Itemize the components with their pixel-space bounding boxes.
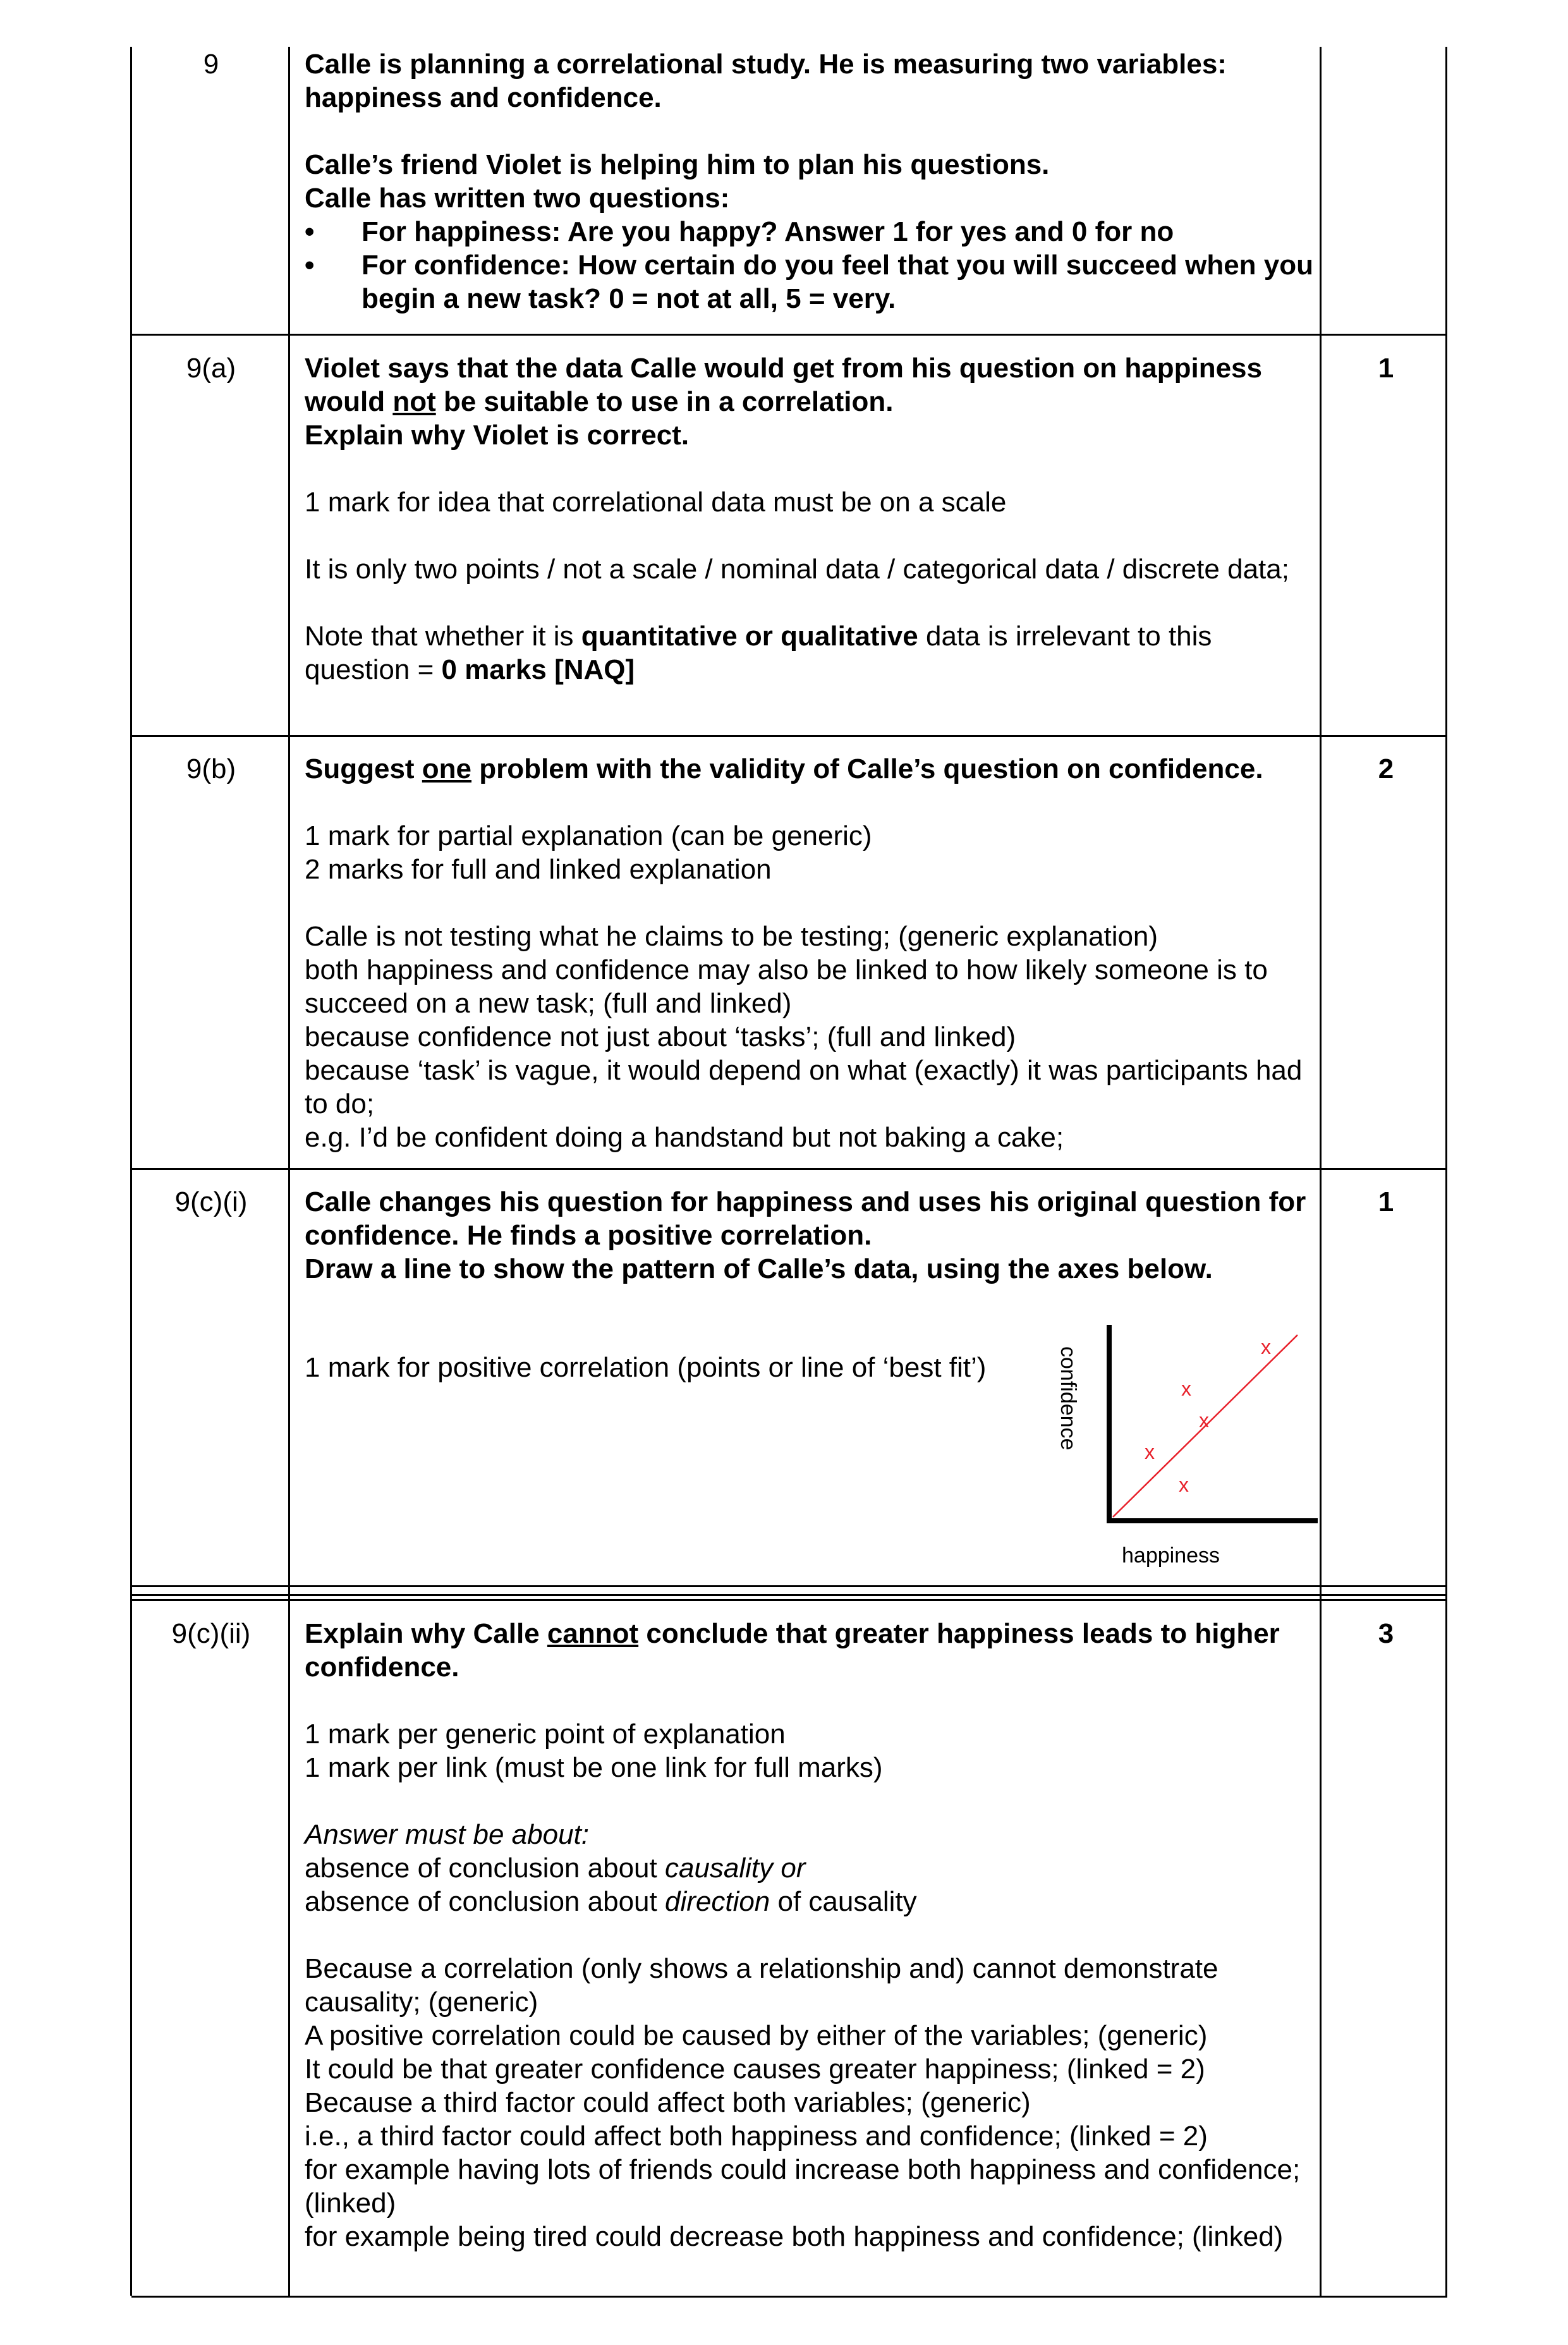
question-number: 9(c)(i): [174, 1186, 248, 1217]
question-text: Explain why Calle cannot conclude that greater happiness leads to higher confidence.: [305, 1618, 1280, 1683]
list-item: • For confidence: How certain do you feel that you will succeed when you begin a new task? 0 = not at all, 5 = very.: [305, 248, 1316, 315]
row-divider: [131, 1168, 1447, 1170]
indicative-answer: because confidence not just about ‘tasks’; (full and linked): [305, 1021, 1016, 1052]
row-divider: [131, 1599, 1447, 1601]
marking-guidance: 1 mark for positive correlation (points or line of ‘best fit’): [305, 1352, 987, 1383]
question-text: Calle changes his question for happiness and uses his original question for confidence. He finds a positive correlation.: [305, 1186, 1306, 1251]
question-number: 9(b): [186, 753, 236, 784]
indicative-answer: Calle is not testing what he claims to be testing; (generic explanation): [305, 921, 1158, 952]
indicative-answer: for example having lots of friends could increase both happiness and confidence; (linked): [305, 2154, 1301, 2219]
answer-block: [305, 351, 1316, 686]
guidance-heading: Answer must be about:: [305, 1819, 590, 1850]
table-bottom-border: [131, 2296, 1447, 2298]
question-number: 9: [203, 49, 219, 80]
row-divider: [131, 735, 1447, 737]
question-number: 9(a): [186, 353, 236, 384]
marking-guidance: 1 mark per link (must be one link for full marks): [305, 1752, 883, 1783]
x-axis-label: happiness: [1122, 1544, 1220, 1568]
row-divider: [131, 1585, 1447, 1587]
stem-line: Calle’s friend Violet is helping him to plan his questions.: [305, 149, 1050, 180]
data-point-marker: x: [1181, 1377, 1191, 1400]
question-stem: [305, 47, 1316, 315]
stem-line: Calle is planning a correlational study. He is measuring two variables: happiness and confidence.: [305, 49, 1227, 113]
indicative-answer: It could be that greater confidence causes greater happiness; (linked = 2): [305, 2054, 1205, 2085]
marks-value: 2: [1378, 753, 1394, 784]
indicative-answer: Because a third factor could affect both variables; (generic): [305, 2087, 1031, 2118]
indicative-answer: because ‘task’ is vague, it would depend on what (exactly) it was participants had to do;: [305, 1055, 1303, 1119]
indicative-answer: A positive correlation could be caused by either of the variables; (generic): [305, 2020, 1208, 2051]
column-divider-marks: [1320, 47, 1322, 2296]
indicative-answer: i.e., a third factor could affect both happiness and confidence; (linked = 2): [305, 2121, 1208, 2152]
indicative-answer: both happiness and confidence may also be linked to how likely someone is to succeed on a new task; (full and linked): [305, 954, 1268, 1019]
question-text: Draw a line to show the pattern of Calle’s data, using the axes below.: [305, 1253, 1213, 1284]
question-text: Violet says that the data Calle would get from his question on happiness would not be suitable to use in a correlation.: [305, 353, 1262, 417]
stem-line: Calle has written two questions:: [305, 183, 730, 214]
marks-value: 1: [1378, 353, 1394, 384]
answer-block: [305, 1617, 1316, 2253]
marks-value: 1: [1378, 1186, 1394, 1217]
list-item: • For happiness: Are you happy? Answer 1 for yes and 0 for no: [305, 215, 1316, 248]
row-divider: [131, 1594, 1447, 1596]
table-left-border: [130, 47, 132, 2296]
question-text: Explain why Violet is correct.: [305, 420, 690, 451]
marks-value: 3: [1378, 1618, 1394, 1649]
correlation-sketch: [1052, 1321, 1330, 1580]
y-axis-label: confidence: [1056, 1346, 1080, 1451]
marking-note: Note that whether it is quantitative or qualitative data is irrelevant to this question = 0 marks [NAQ]: [305, 621, 1212, 685]
indicative-answer: Because a correlation (only shows a relationship and) cannot demonstrate causality; (generic): [305, 1953, 1219, 2018]
indicative-answer: e.g. I’d be confident doing a handstand but not baking a cake;: [305, 1122, 1064, 1153]
indicative-answer: for example being tired could decrease both happiness and confidence; (linked): [305, 2221, 1284, 2252]
row-divider: [131, 334, 1447, 336]
marking-guidance: 1 mark for idea that correlational data must be on a scale: [305, 487, 1007, 518]
question-list: [305, 215, 1316, 315]
question-text: Suggest one problem with the validity of Calle’s question on confidence.: [305, 753, 1263, 784]
data-point-marker: x: [1145, 1440, 1155, 1463]
marking-guidance: 1 mark per generic point of explanation: [305, 1719, 786, 1750]
guidance-point: absence of conclusion about causality or: [305, 1853, 806, 1884]
answer-block: [305, 1185, 1316, 1286]
marking-guidance: 2 marks for full and linked explanation: [305, 854, 772, 885]
question-number: 9(c)(ii): [171, 1618, 251, 1649]
indicative-answer: It is only two points / not a scale / nominal data / categorical data / discrete data;: [305, 554, 1289, 585]
data-point-marker: x: [1261, 1336, 1271, 1358]
answer-block: [305, 752, 1316, 1154]
data-point-marker: x: [1179, 1473, 1189, 1496]
data-point-marker: x: [1199, 1409, 1209, 1432]
marking-guidance: 1 mark for partial explanation (can be generic): [305, 820, 872, 851]
guidance-point: absence of conclusion about direction of causality: [305, 1886, 917, 1917]
